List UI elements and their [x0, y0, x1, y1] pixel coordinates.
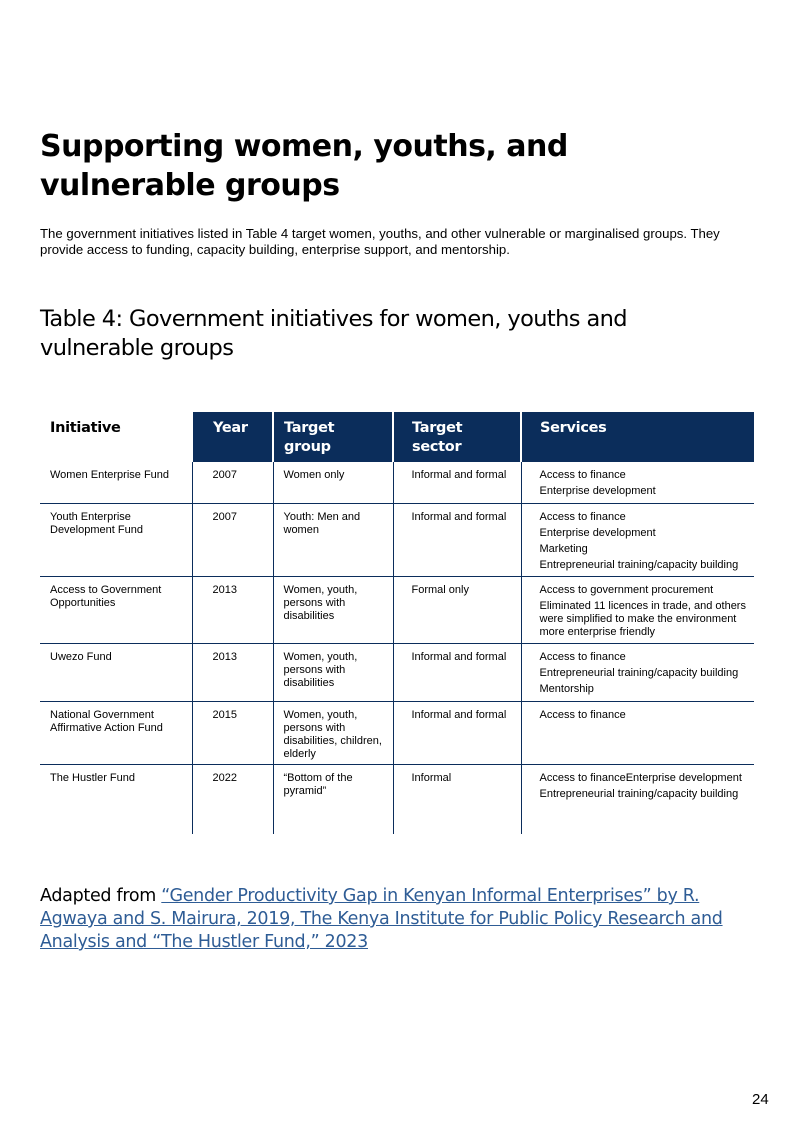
service-item: Enterprise development: [539, 526, 656, 539]
service-item: Access to government procurement: [539, 583, 714, 596]
cell-year: 2022: [192, 764, 273, 834]
cell-services: [521, 503, 754, 576]
cell-services: [521, 764, 754, 834]
table-caption: Table 4: Government initiatives for women, youths and vulnerable groups: [40, 306, 627, 361]
table-header-row: [40, 412, 754, 462]
initiatives-table: [40, 412, 754, 834]
cell-initiative: National Government Affirmative Action Fund: [40, 701, 192, 764]
header-services: Services: [521, 412, 754, 462]
cell-target-sector: Informal: [393, 764, 521, 834]
header-target-group: Target group: [273, 412, 393, 462]
cell-initiative: Women Enterprise Fund: [40, 462, 192, 503]
cell-year: 2015: [192, 701, 273, 764]
service-item: Mentorship: [539, 682, 594, 695]
service-item: Entrepreneurial training/capacity building: [539, 787, 739, 800]
service-item: Enterprise development: [539, 485, 656, 497]
cell-initiative: Youth Enterprise Development Fund: [40, 503, 192, 576]
service-item: Access to finance: [539, 469, 626, 481]
cell-target-sector: Informal and formal: [393, 462, 521, 503]
table-row: [40, 701, 754, 764]
cell-target-group: Women, youth, persons with disabilities: [273, 643, 393, 701]
source-link[interactable]: “Gender Productivity Gap in Kenyan Informal Enterprises” by R. Agwaya and S. Mairura, 2019, The Kenya Institute for Public Policy Research and Analysis and “The Hustler Fund,” 2023: [40, 886, 723, 952]
cell-target-group: Women, youth, persons with disabilities, children, elderly: [273, 701, 393, 764]
cell-initiative: Uwezo Fund: [40, 643, 192, 701]
cell-services: [521, 576, 754, 643]
service-item: Access to finance: [539, 510, 626, 523]
service-item: Entrepreneurial training/capacity building: [539, 666, 739, 679]
cell-target-sector: Informal and formal: [393, 701, 521, 764]
cell-target-sector: Formal only: [393, 576, 521, 643]
intro-paragraph: The government initiatives listed in Table 4 target women, youths, and other vulnerable or marginalised groups. They provide access to funding, capacity building, enterprise support, and mentorship.: [40, 226, 720, 257]
cell-target-group: “Bottom of the pyramid”: [273, 764, 393, 834]
cell-initiative: The Hustler Fund: [50, 771, 135, 784]
table-row: [40, 643, 754, 701]
service-item: Entrepreneurial training/capacity building: [539, 558, 739, 571]
service-item: Access to financeEnterprise development: [539, 771, 742, 784]
cell-initiative: Access to Government Opportunities: [40, 576, 192, 643]
cell-year: 2007: [192, 503, 273, 576]
table-row: [40, 576, 754, 643]
cell-target-group: Women only: [273, 462, 393, 503]
cell-services: [521, 462, 754, 503]
service-item: Access to finance: [539, 708, 626, 721]
table-row: [40, 503, 754, 576]
page-title: Supporting women, youths, and vulnerable groups: [40, 129, 568, 203]
page-number: 24: [752, 1091, 769, 1108]
cell-target-group: Women, youth, persons with disabilities: [273, 576, 393, 643]
header-year: Year: [192, 412, 273, 462]
source-prefix: Adapted from: [40, 886, 162, 906]
header-target-sector: Target sector: [393, 412, 521, 462]
cell-services: [521, 643, 754, 701]
cell-target-sector: Informal and formal: [393, 503, 521, 576]
cell-services: [521, 701, 754, 764]
service-item: Marketing: [539, 542, 588, 555]
table-row: [40, 462, 754, 503]
service-item: Access to finance: [539, 650, 626, 663]
cell-year: 2013: [192, 576, 273, 643]
cell-year: 2007: [192, 462, 273, 503]
cell-target-sector: Informal and formal: [393, 643, 521, 701]
source-citation: [40, 885, 760, 954]
cell-year: 2013: [192, 643, 273, 701]
header-initiative: Initiative: [40, 412, 192, 462]
table-row: [40, 764, 754, 834]
service-item: Eliminated 11 licences in trade, and others were simplified to make the environment more enterprise friendly: [539, 599, 746, 638]
cell-target-group: Youth: Men and women: [273, 503, 393, 576]
